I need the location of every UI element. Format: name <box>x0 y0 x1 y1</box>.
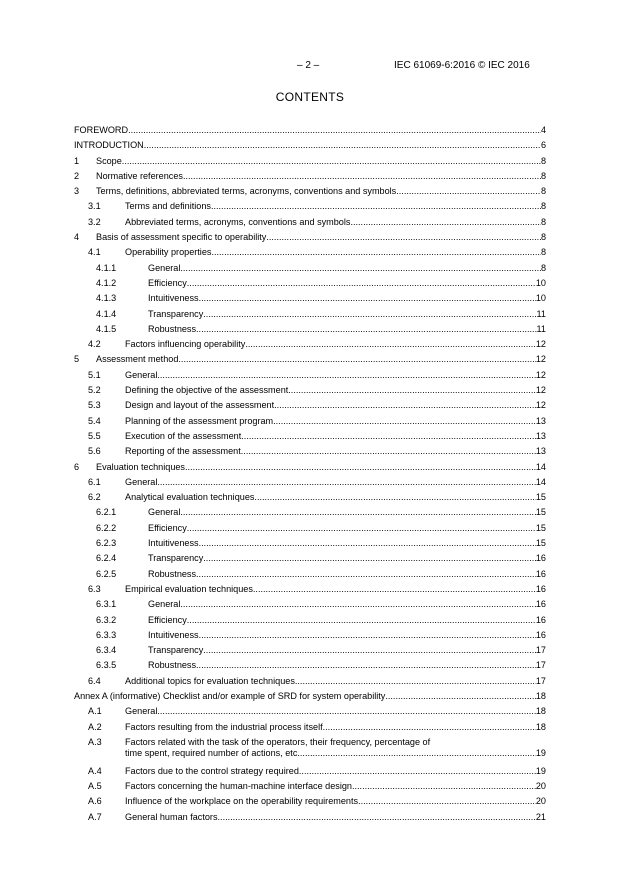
toc-entry-number: 5.5 <box>88 430 101 441</box>
toc-entry-number: 5 <box>74 354 80 365</box>
toc-entry-page: 17 <box>535 645 546 656</box>
dot-leader <box>274 400 536 411</box>
toc-entry-title: General <box>125 369 158 380</box>
toc-entry[interactable] <box>74 689 546 704</box>
dot-leader <box>300 748 536 759</box>
dot-leader <box>187 523 536 534</box>
toc-entry-title: Empirical evaluation techniques <box>125 583 253 594</box>
dot-leader <box>352 781 536 792</box>
toc-entry-title: Terms and definitions <box>125 201 211 212</box>
toc-entry[interactable] <box>74 779 546 794</box>
toc-entry-title: Factors concerning the human-machine interface design <box>125 781 352 792</box>
toc-entry-page: 18 <box>535 690 546 701</box>
toc-entry[interactable] <box>74 352 546 367</box>
dot-leader <box>183 171 541 182</box>
toc-entry[interactable] <box>74 551 546 566</box>
toc-entry-number: A.6 <box>88 796 102 807</box>
toc-entry[interactable] <box>74 199 546 214</box>
toc-entry-page: 20 <box>535 796 546 807</box>
toc-entry-page: 18 <box>535 721 546 732</box>
toc-entry-page: 8 <box>540 262 546 273</box>
toc-entry-page: 8 <box>540 170 546 181</box>
dot-leader <box>266 232 541 243</box>
toc-entry-number: 4.2 <box>88 339 101 350</box>
dot-leader <box>199 293 536 304</box>
dot-leader <box>157 477 536 488</box>
toc-entry[interactable] <box>74 215 546 230</box>
toc-entry-title: Abbreviated terms, acronyms, conventions and symbols <box>125 216 351 227</box>
toc-entry-page: 10 <box>535 293 546 304</box>
toc-entry-number: 4.1.2 <box>96 277 117 288</box>
table-of-contents <box>74 123 546 825</box>
dot-leader <box>273 416 536 427</box>
toc-entry-number: 5.4 <box>88 415 101 426</box>
toc-entry-title: Intuitiveness <box>148 629 199 640</box>
toc-entry[interactable] <box>74 138 546 153</box>
toc-entry-title: Scope <box>96 155 122 166</box>
toc-entry[interactable] <box>74 674 546 689</box>
toc-entry-number: A.2 <box>88 721 102 732</box>
dot-leader <box>299 766 536 777</box>
toc-entry-page: 14 <box>535 461 546 472</box>
toc-entry-page: 16 <box>535 629 546 640</box>
toc-entry[interactable] <box>74 291 546 306</box>
toc-entry-number: A.3 <box>88 736 102 747</box>
toc-entry[interactable] <box>74 536 546 551</box>
toc-entry[interactable] <box>74 337 546 352</box>
dot-leader <box>196 660 536 671</box>
dot-leader <box>203 309 536 320</box>
toc-entry-title: Annex A (informative) Checklist and/or example of SRD for system operability <box>74 690 386 701</box>
toc-entry-page: 15 <box>535 522 546 533</box>
toc-entry-number: 6.3.2 <box>96 614 117 625</box>
toc-entry-title: Normative references <box>96 170 183 181</box>
toc-entry-number: 6.3.1 <box>96 599 117 610</box>
dot-leader <box>203 645 536 656</box>
toc-entry-page: 21 <box>535 811 546 822</box>
toc-entry-title: Efficiency <box>148 522 187 533</box>
toc-entry-page: 13 <box>535 415 546 426</box>
toc-entry[interactable] <box>74 398 546 413</box>
toc-entry[interactable] <box>74 490 546 505</box>
toc-entry[interactable] <box>74 643 546 658</box>
toc-entry-page: 17 <box>535 675 546 686</box>
dot-leader <box>211 201 541 212</box>
toc-entry-title: Robustness <box>148 568 197 579</box>
toc-entry-title: FOREWORD <box>74 125 129 135</box>
dot-leader <box>245 339 536 350</box>
toc-entry[interactable] <box>74 123 546 138</box>
toc-entry[interactable] <box>74 460 546 475</box>
dot-leader <box>218 812 536 823</box>
dot-leader <box>157 370 536 381</box>
toc-entry-page: 16 <box>535 599 546 610</box>
toc-entry[interactable] <box>74 475 546 490</box>
toc-entry[interactable] <box>74 613 546 628</box>
dot-leader <box>350 217 541 228</box>
dot-leader <box>187 278 536 289</box>
toc-entry-page: 19 <box>535 748 546 759</box>
toc-entry-page: 8 <box>540 201 546 212</box>
toc-entry[interactable] <box>74 567 546 582</box>
dot-leader <box>385 691 536 702</box>
toc-entry[interactable] <box>74 735 546 764</box>
dot-leader <box>180 599 536 610</box>
toc-entry-title: Influence of the workplace on the operability requirements <box>125 796 359 807</box>
toc-entry-page: 8 <box>540 247 546 258</box>
toc-entry-number: 6.3 <box>88 583 101 594</box>
toc-entry[interactable] <box>74 582 546 597</box>
toc-entry-number: 3.2 <box>88 216 101 227</box>
toc-entry-title: Intuitiveness <box>148 293 199 304</box>
toc-entry-page: 13 <box>535 430 546 441</box>
toc-entry-title: Execution of the assessment <box>125 430 242 441</box>
toc-entry-number: 6.2.5 <box>96 568 117 579</box>
toc-entry-title: Analytical evaluation techniques <box>125 492 255 503</box>
dot-leader <box>254 492 535 503</box>
toc-entry-title: Assessment method <box>96 354 179 365</box>
toc-entry[interactable] <box>74 414 546 429</box>
dot-leader <box>199 630 536 641</box>
toc-entry-page: 15 <box>535 492 546 503</box>
toc-entry-page: 12 <box>535 400 546 411</box>
toc-entry-number: 4.1.4 <box>96 308 117 319</box>
toc-entry-number: 4.1.1 <box>96 262 117 273</box>
toc-entry[interactable] <box>74 720 546 735</box>
toc-entry[interactable] <box>74 245 546 260</box>
dot-leader <box>323 722 536 733</box>
dot-leader <box>396 186 541 197</box>
toc-entry-page: 17 <box>535 660 546 671</box>
toc-entry-page: 12 <box>535 369 546 380</box>
toc-entry-title: General <box>148 262 181 273</box>
toc-entry-number: 6.1 <box>88 476 101 487</box>
toc-entry[interactable] <box>74 154 546 169</box>
toc-entry-number: 6.4 <box>88 675 101 686</box>
toc-entry-title: Efficiency <box>148 277 187 288</box>
toc-entry-page: 12 <box>535 339 546 350</box>
toc-entry-number: 2 <box>74 170 80 181</box>
toc-entry-page: 16 <box>535 614 546 625</box>
toc-entry-page: 15 <box>535 507 546 518</box>
toc-entry[interactable] <box>74 505 546 520</box>
toc-entry-title-continued: time spent, required number of actions, etc. <box>125 748 300 759</box>
toc-entry-number: A.4 <box>88 765 102 776</box>
toc-entry-page: 12 <box>535 354 546 365</box>
toc-entry[interactable] <box>74 794 546 809</box>
dot-leader <box>122 156 541 167</box>
dot-leader <box>185 462 536 473</box>
toc-entry-page: 11 <box>536 323 546 334</box>
toc-entry-number: 1 <box>74 155 80 166</box>
toc-entry[interactable] <box>74 628 546 643</box>
toc-entry-number: 4 <box>74 232 80 243</box>
page-number: – 2 – <box>297 60 320 71</box>
dot-leader <box>196 324 537 335</box>
toc-entry-title: General <box>125 476 158 487</box>
toc-entry-title: Transparency <box>148 553 204 564</box>
toc-entry[interactable] <box>74 368 546 383</box>
toc-entry-title: Factors influencing operability <box>125 339 246 350</box>
toc-entry-title: Defining the objective of the assessment <box>125 385 289 396</box>
toc-entry-page: 8 <box>540 232 546 243</box>
toc-entry-number: 6.2 <box>88 492 101 503</box>
dot-leader <box>199 538 536 549</box>
toc-entry-page: 11 <box>536 308 546 319</box>
toc-entry[interactable] <box>74 322 546 337</box>
toc-entry[interactable] <box>74 597 546 612</box>
toc-entry[interactable] <box>74 444 546 459</box>
dot-leader <box>157 706 536 717</box>
dot-leader <box>288 385 536 396</box>
toc-entry-page: 16 <box>535 568 546 579</box>
toc-entry-title: General <box>148 599 181 610</box>
toc-entry-page: 16 <box>535 553 546 564</box>
dot-leader <box>241 446 536 457</box>
dot-leader <box>253 584 536 595</box>
toc-entry-number: 6.2.1 <box>96 507 117 518</box>
toc-entry-title: Transparency <box>148 308 204 319</box>
toc-entry[interactable] <box>74 230 546 245</box>
toc-entry-number: 6.3.5 <box>96 660 117 671</box>
toc-entry-title: Efficiency <box>148 614 187 625</box>
toc-entry-title: General <box>148 507 181 518</box>
toc-entry[interactable] <box>74 704 546 719</box>
toc-entry-title: Factors resulting from the industrial process itself <box>125 721 323 732</box>
toc-entry-number: 6.3.3 <box>96 629 117 640</box>
toc-entry-title: Factors due to the control strategy required <box>125 765 299 776</box>
toc-entry-number: A.7 <box>88 811 102 822</box>
toc-entry-number: 6.3.4 <box>96 645 117 656</box>
toc-entry[interactable] <box>74 383 546 398</box>
toc-entry-page: 13 <box>535 446 546 457</box>
toc-entry-number: 6 <box>74 461 80 472</box>
toc-entry[interactable] <box>74 307 546 322</box>
toc-entry-title: General human factors <box>125 811 218 822</box>
toc-entry-number: 5.2 <box>88 385 101 396</box>
toc-entry-title: Design and layout of the assessment <box>125 400 275 411</box>
toc-entry-number: 6.2.2 <box>96 522 117 533</box>
toc-entry-number: 6.2.4 <box>96 553 117 564</box>
toc-entry-title: Transparency <box>148 645 204 656</box>
toc-entry-title: Factors related with the task of the operators, their frequency, percentage of <box>125 736 431 747</box>
toc-entry-number: 4.1 <box>88 247 101 258</box>
dot-leader <box>211 247 541 258</box>
toc-entry-title: Planning of the assessment program <box>125 415 274 426</box>
toc-entry[interactable] <box>74 810 546 825</box>
toc-entry-title: INTRODUCTION <box>74 140 144 151</box>
toc-entry[interactable] <box>74 169 546 184</box>
toc-entry-title: Basis of assessment specific to operability <box>96 232 267 243</box>
toc-entry-number: 3.1 <box>88 201 101 212</box>
toc-entry-number: 5.6 <box>88 446 101 457</box>
toc-entry-number: A.5 <box>88 781 102 792</box>
standard-reference: IEC 61069-6:2016 © IEC 2016 <box>394 60 530 71</box>
toc-entry-number: 4.1.3 <box>96 293 117 304</box>
dot-leader <box>178 354 535 365</box>
toc-entry-title: Reporting of the assessment <box>125 446 241 457</box>
toc-entry-title: Evaluation techniques <box>96 461 185 472</box>
toc-entry-number: 6.2.3 <box>96 538 117 549</box>
dot-leader <box>295 676 536 687</box>
toc-entry[interactable] <box>74 521 546 536</box>
dot-leader <box>180 507 536 518</box>
dot-leader <box>241 431 536 442</box>
toc-entry[interactable] <box>74 764 546 779</box>
toc-entry-title: Operability properties <box>125 247 212 258</box>
toc-entry-title: Terms, definitions, abbreviated terms, acronyms, conventions and symbols <box>96 186 397 197</box>
toc-entry-page: 8 <box>540 155 546 166</box>
toc-entry[interactable] <box>74 261 546 276</box>
toc-entry-page: 8 <box>540 186 546 197</box>
toc-entry-number: 3 <box>74 186 80 197</box>
toc-entry-page: 19 <box>535 765 546 776</box>
toc-entry-page: 4 <box>540 125 546 135</box>
toc-entry-page: 20 <box>535 781 546 792</box>
toc-entry-page: 8 <box>540 216 546 227</box>
dot-leader <box>358 796 536 807</box>
toc-entry-page: 14 <box>535 476 546 487</box>
toc-entry-title: Additional topics for evaluation techniques <box>125 675 295 686</box>
toc-entry[interactable] <box>74 184 546 199</box>
toc-entry-page: 6 <box>540 140 546 151</box>
toc-entry-title: Intuitiveness <box>148 538 199 549</box>
toc-entry[interactable] <box>74 429 546 444</box>
dot-leader <box>203 553 536 564</box>
toc-entry-title: Robustness <box>148 660 197 671</box>
dot-leader <box>144 140 541 151</box>
toc-entry-page: 15 <box>535 538 546 549</box>
toc-entry-number: 4.1.5 <box>96 323 117 334</box>
toc-entry-page: 12 <box>535 385 546 396</box>
toc-entry[interactable] <box>74 276 546 291</box>
dot-leader <box>196 569 536 580</box>
toc-entry-number: 5.3 <box>88 400 101 411</box>
dot-leader <box>187 615 536 626</box>
toc-entry-number: 5.1 <box>88 369 101 380</box>
dot-leader <box>128 125 541 136</box>
toc-entry[interactable] <box>74 658 546 673</box>
toc-entry-page: 16 <box>535 583 546 594</box>
dot-leader <box>180 263 541 274</box>
toc-entry-page: 18 <box>535 706 546 717</box>
toc-entry-number: A.1 <box>88 706 102 717</box>
toc-entry-title: General <box>125 706 158 717</box>
contents-title: CONTENTS <box>275 90 345 104</box>
toc-entry-title: Robustness <box>148 323 197 334</box>
toc-entry-page: 10 <box>535 277 546 288</box>
